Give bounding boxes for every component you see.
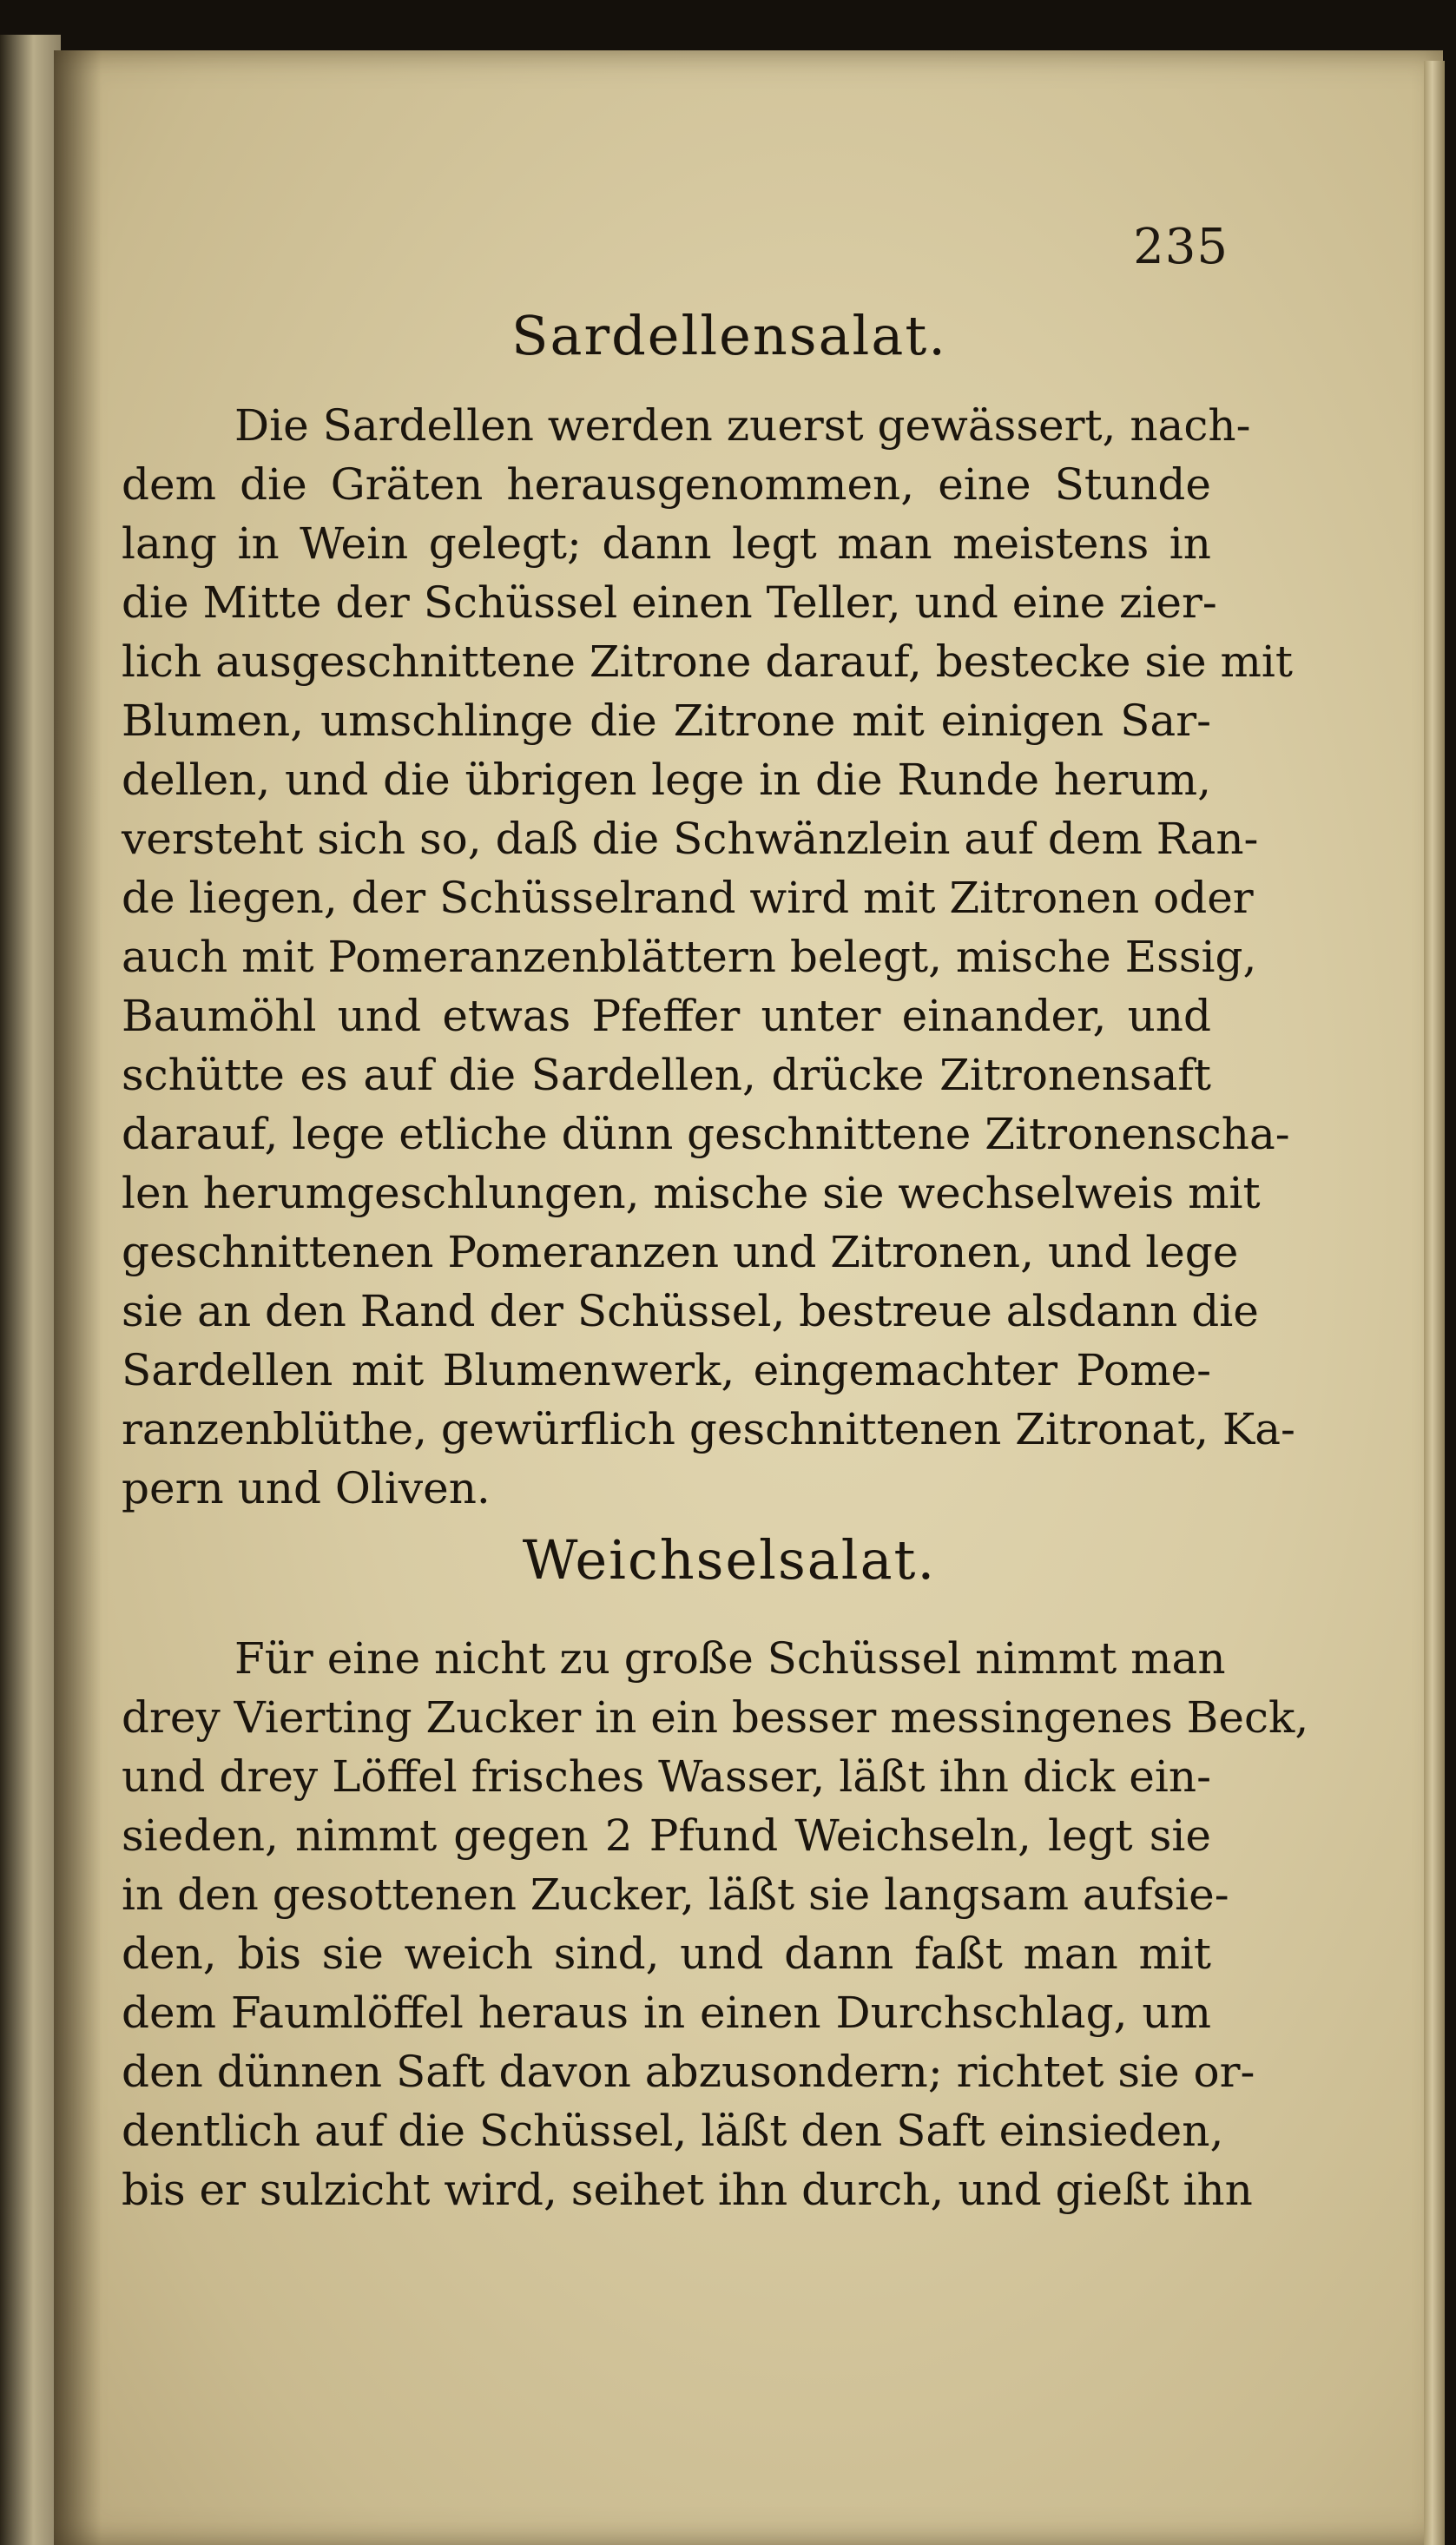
text-line: ranzenblüthe, gewürflich geschnittenen Zitronat, Ka-	[122, 1404, 1295, 1454]
text-line: Sardellen mit Blumenwerk, eingemachter Pome-	[122, 1345, 1211, 1395]
text-line: drey Vierting Zucker in ein besser messingenes Beck,	[122, 1692, 1309, 1743]
text-line: lich ausgeschnittene Zitrone darauf, bestecke sie mit	[122, 636, 1293, 687]
heading-sardellensalat: Sardellensalat.	[511, 304, 947, 367]
page-gutter-shadow	[54, 50, 102, 2545]
text-line: len herumgeschlungen, mische sie wechselweis mit	[122, 1168, 1261, 1218]
page-number: 235	[1133, 219, 1229, 275]
text-line: Baumöhl und etwas Pfeffer unter einander, und	[122, 991, 1211, 1041]
text-line: dentlich auf die Schüssel, läßt den Saft einsieden,	[122, 2106, 1224, 2156]
text-line: Für eine nicht zu große Schüssel nimmt man	[234, 1633, 1226, 1684]
text-line: sie an den Rand der Schüssel, bestreue alsdann die	[122, 1286, 1259, 1336]
text-line: dem die Gräten herausgenommen, eine Stunde	[122, 459, 1211, 510]
text-line: versteht sich so, daß die Schwänzlein auf dem Ran-	[122, 814, 1259, 864]
text-line: sieden, nimmt gegen 2 Pfund Weichseln, legt sie	[122, 1810, 1211, 1861]
text-line: dem Faumlöffel heraus in einen Durchschlag, um	[122, 1988, 1211, 2038]
text-line: und drey Löffel frisches Wasser, läßt ihn dick ein-	[122, 1751, 1211, 1802]
text-line: auch mit Pomeranzenblättern belegt, mische Essig,	[122, 932, 1257, 982]
text-line: de liegen, der Schüsselrand wird mit Zitronen oder	[122, 873, 1254, 923]
text-line: schütte es auf die Sardellen, drücke Zitronensaft	[122, 1050, 1211, 1100]
text-line: darauf, lege etliche dünn geschnittene Zitronenscha-	[122, 1109, 1290, 1159]
text-line: pern und Oliven.	[122, 1463, 491, 1513]
text-line: Blumen, umschlinge die Zitrone mit einigen Sar-	[122, 696, 1211, 746]
text-line: dellen, und die übrigen lege in die Runde herum,	[122, 755, 1211, 805]
page-fore-edge	[1424, 61, 1445, 2545]
text-line: den, bis sie weich sind, und dann faßt man mit	[122, 1929, 1211, 1979]
text-line: den dünnen Saft davon abzusondern; richtet sie or-	[122, 2047, 1255, 2097]
text-line: in den gesottenen Zucker, läßt sie langsam aufsie-	[122, 1869, 1229, 1920]
text-line: die Mitte der Schüssel einen Teller, und eine zier-	[122, 577, 1217, 628]
facing-page-edge	[0, 35, 61, 2545]
text-line: geschnittenen Pomeranzen und Zitronen, und lege	[122, 1227, 1239, 1277]
text-line: Die Sardellen werden zuerst gewässert, nach-	[234, 400, 1251, 451]
heading-weichselsalat: Weichselsalat.	[522, 1528, 937, 1592]
text-line: bis er sulzicht wird, seihet ihn durch, und gießt ihn	[122, 2165, 1253, 2215]
text-line: lang in Wein gelegt; dann legt man meistens in	[122, 518, 1211, 569]
